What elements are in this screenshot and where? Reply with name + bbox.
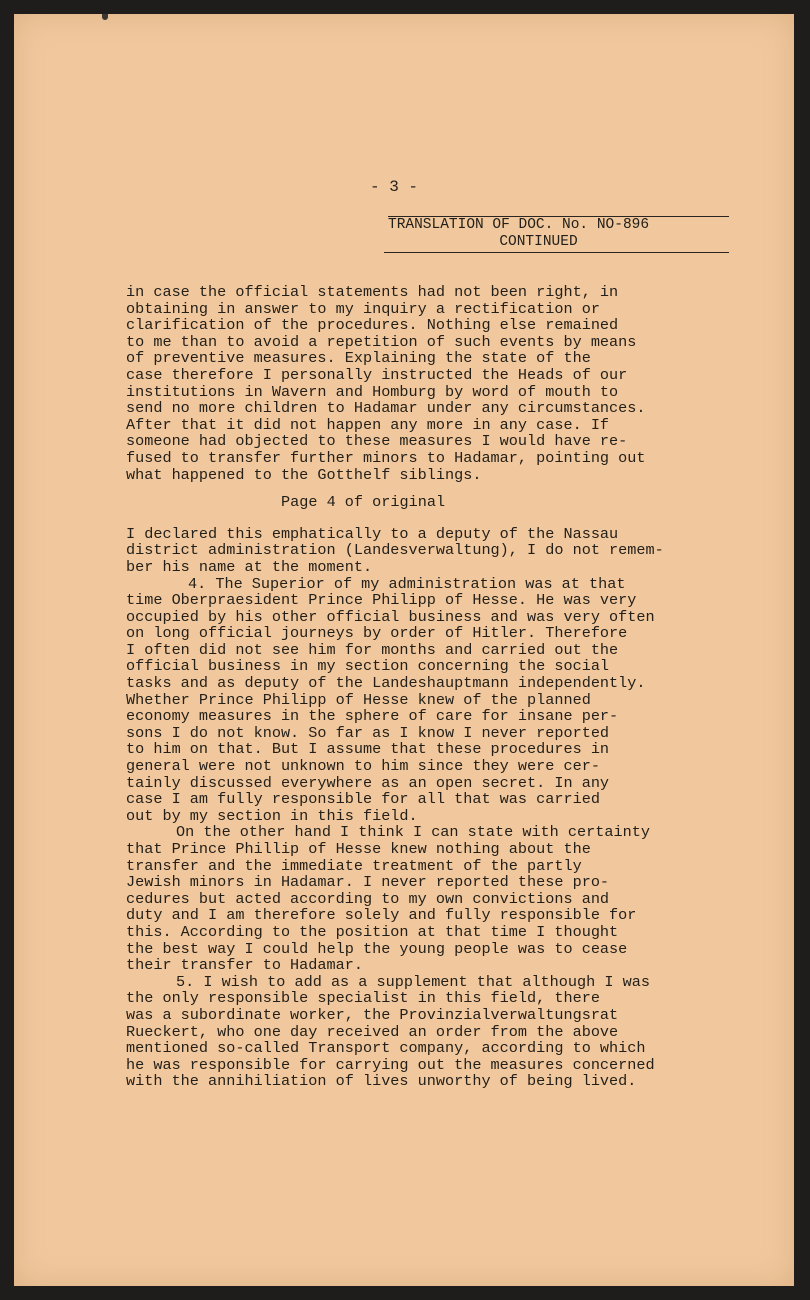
text-line: he was responsible for carrying out the measures concerned	[126, 1055, 655, 1074]
text-line: tasks and as deputy of the Landeshauptmann independently.	[126, 674, 646, 693]
text-line: of preventive measures. Explaining the state of the	[126, 349, 591, 368]
paragraph-4	[126, 824, 716, 973]
text-line: Rueckert, who one day received an order from the above	[126, 1022, 619, 1041]
text-line: their transfer to Hadamar.	[126, 956, 363, 975]
punch-hole	[102, 14, 108, 20]
text-line: 5. I wish to add as a supplement that although I was	[176, 972, 650, 991]
text-line: to him on that. But I assume that these procedures in	[126, 740, 610, 759]
text-line: what happened to the Gotthelf siblings.	[126, 465, 482, 484]
paragraph-5	[126, 974, 716, 1090]
original-page-marker: Page 4 of original	[281, 493, 446, 512]
text-line: fused to transfer further minors to Hadamar, pointing out	[126, 448, 646, 467]
text-line: ber his name at the moment.	[126, 557, 373, 576]
text-line: on long official journeys by order of Hitler. Therefore	[126, 624, 628, 643]
text-line: someone had objected to these measures I would have re-	[126, 432, 628, 451]
text-line: I often did not see him for months and carried out the	[126, 640, 619, 659]
text-line: obtaining in answer to my inquiry a rectification or	[126, 299, 600, 318]
text-line: official business in my section concerning the social	[126, 657, 610, 676]
header-rule-bottom	[384, 252, 729, 253]
text-line: After that it did not happen any more in any case. If	[126, 415, 610, 434]
text-line: cedures but acted according to my own convictions and	[126, 889, 610, 908]
paragraph-1	[126, 284, 716, 483]
text-line: tainly discussed everywhere as an open secret. In any	[126, 773, 610, 792]
header-title: TRANSLATION OF DOC. No. NO-896	[388, 217, 650, 233]
text-line: Whether Prince Philipp of Hesse knew of the planned	[126, 690, 591, 709]
text-line: out by my section in this field.	[126, 806, 418, 825]
paragraph-2	[126, 526, 716, 576]
text-line: was a subordinate worker, the Provinzialverwaltungsrat	[126, 1005, 619, 1024]
paragraph-3	[126, 576, 716, 825]
header-continued: CONTINUED	[499, 234, 578, 250]
text-line: send no more children to Hadamar under any circumstances.	[126, 399, 646, 418]
text-line: case therefore I personally instructed the Heads of our	[126, 365, 628, 384]
text-line: sons I do not know. So far as I know I never reported	[126, 723, 610, 742]
text-line: transfer and the immediate treatment of the partly	[126, 856, 582, 875]
translation-header	[384, 216, 729, 253]
text-line: occupied by his other official business and was very often	[126, 607, 655, 626]
text-line: general were not unknown to him since they were cer-	[126, 757, 600, 776]
text-line: 4. The Superior of my administration was at that	[188, 574, 626, 593]
text-line: case I am fully responsible for all that was carried	[126, 790, 600, 809]
text-line: clarification of the procedures. Nothing else remained	[126, 316, 619, 335]
text-line: duty and I am therefore solely and fully responsible for	[126, 906, 637, 925]
document-page	[14, 14, 794, 1286]
text-line: in case the official statements had not been right, in	[126, 283, 619, 301]
text-line: the only responsible specialist in this field, there	[126, 989, 600, 1008]
text-line: that Prince Phillip of Hesse knew nothing about the	[126, 840, 591, 858]
text-line: institutions in Wavern and Homburg by word of mouth to	[126, 382, 619, 401]
text-line: to me than to avoid a repetition of such events by means	[126, 332, 637, 351]
text-line: district administration (Landesverwaltung), I do not remem-	[126, 541, 664, 560]
text-line: On the other hand I think I can state with certainty	[176, 823, 650, 842]
text-line: I declared this emphatically to a deputy of the Nassau	[126, 524, 619, 543]
page-number: - 3 -	[369, 178, 418, 196]
text-line: Jewish minors in Hadamar. I never reported these pro-	[126, 873, 610, 892]
text-line: economy measures in the sphere of care for insane per-	[126, 707, 619, 726]
text-line: mentioned so-called Transport company, according to which	[126, 1039, 646, 1058]
text-line: time Oberpraesident Prince Philipp of Hesse. He was very	[126, 591, 637, 610]
text-line: this. According to the position at that time I thought	[126, 922, 619, 941]
document-body	[126, 284, 716, 1090]
text-line: with the annihiliation of lives unworthy of being lived.	[126, 1072, 637, 1091]
text-line: the best way I could help the young people was to cease	[126, 939, 628, 958]
